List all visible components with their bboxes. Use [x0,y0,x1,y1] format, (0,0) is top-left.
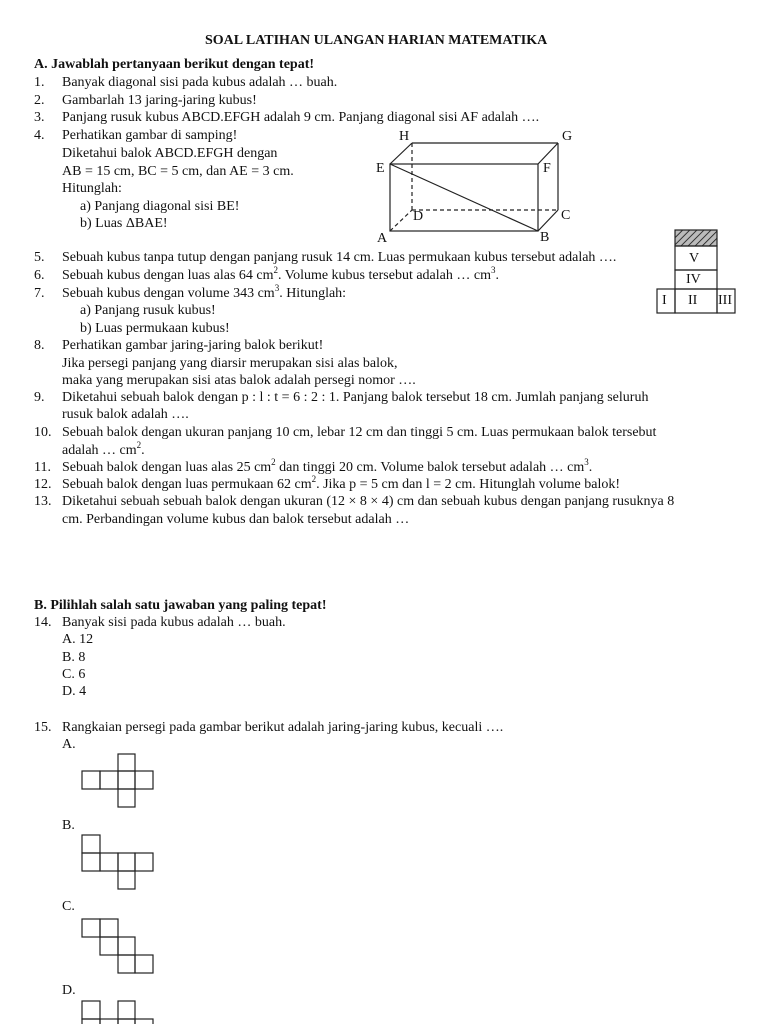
net-option-c [82,919,153,973]
section-a-heading: A. Jawablah pertanyaan berikut dengan tepat! [34,57,315,72]
question-number: 4. [34,128,45,143]
question-text: Banyak sisi pada kubus adalah … buah. [62,615,286,630]
question-text: maka yang merupakan sisi atas balok adalah persegi nomor …. [62,373,416,388]
question-text: Rangkaian persegi pada gambar berikut adalah jaring-jaring kubus, kecuali …. [62,720,504,735]
option-d: D. 4 [62,684,87,699]
question-number: 9. [34,390,45,405]
question-number: 13. [34,494,52,509]
question-text: Diketahui balok ABCD.EFGH dengan [62,146,278,161]
question-text: Perhatikan gambar di samping! [62,128,238,143]
question-number: 2. [34,93,45,108]
question-text: cm. Perbandingan volume kubus dan balok tersebut adalah … [62,512,410,527]
net-option-d [82,1001,153,1024]
option-c: C. [62,899,75,914]
question-number: 10. [34,425,52,440]
net-label-i: I [662,293,667,308]
sub-question-b: b) Luas permukaan kubus! [80,321,230,336]
question-text: Perhatikan gambar jaring-jaring balok berikut! [62,338,324,353]
net-option-b [82,835,153,889]
net-label-iii: III [718,293,732,308]
question-number: 14. [34,615,52,630]
question-text: adalah … $cm^2$. [62,440,145,458]
net-label-ii: II [688,293,698,308]
net-option-a [82,754,153,807]
vertex-label-h: H [399,129,410,144]
question-number: 7. [34,286,45,301]
vertex-label-e: E [376,161,385,176]
sub-question-a: a) Panjang rusuk kubus! [80,303,216,318]
question-text: Banyak diagonal sisi pada kubus adalah … buah. [62,75,338,90]
vertex-label-b: B [540,230,550,245]
option-a: A. 12 [62,632,94,647]
question-text: Sebuah kubus dengan volume 343 $cm^3$. Hitunglah: [62,283,347,301]
question-text: Sebuah balok dengan luas alas 25 $cm^2$ dan tinggi 20 cm. Volume balok tersebut adalah … $cm^3$. [62,457,593,475]
section-b-heading: B. Pilihlah salah satu jawaban yang paling tepat! [34,598,327,613]
question-text: rusuk balok adalah …. [62,407,189,422]
option-a: A. [62,737,76,752]
question-number: 5. [34,250,45,265]
question-number: 3. [34,110,45,125]
question-text: Jika persegi panjang yang diarsir merupakan sisi alas balok, [62,356,398,371]
question-text: Hitunglah: [62,181,122,196]
sub-question-b: b) Luas ΔBAE! [80,216,168,231]
option-b: B. 8 [62,650,86,665]
question-text: AB = 15 cm, BC = 5 cm, dan AE = 3 cm. [62,164,294,179]
option-b: B. [62,818,75,833]
vertex-label-f: F [543,161,551,176]
question-text: Gambarlah 13 jaring-jaring kubus! [62,93,257,108]
vertex-label-c: C [561,208,571,223]
question-number: 15. [34,720,52,735]
question-text: Sebuah kubus tanpa tutup dengan panjang rusuk 14 cm. Luas permukaan kubus tersebut adalah …. [62,250,617,265]
vertex-label-d: D [413,209,424,224]
question-text: Panjang rusuk kubus ABCD.EFGH adalah 9 cm. Panjang diagonal sisi AF adalah …. [62,110,540,125]
vertex-label-a: A [377,231,388,246]
question-text: Sebuah kubus dengan luas alas 64 $cm^2$. Volume kubus tersebut adalah … $cm^3$. [62,265,499,283]
option-d: D. [62,983,76,998]
question-number: 1. [34,75,45,90]
question-number: 12. [34,477,52,492]
sub-question-a: a) Panjang diagonal sisi BE! [80,199,240,214]
question-text: Diketahui sebuah sebuah balok dengan ukuran (12 × 8 × 4) cm dan sebuah kubus dengan panjang rusuknya 8 [62,494,675,509]
net-label-v: V [689,251,700,266]
net-label-iv: IV [686,272,701,287]
question-text: Sebuah balok dengan ukuran panjang 10 cm, lebar 12 cm dan tinggi 5 cm. Luas permukaan balok tersebut [62,425,657,440]
question-text: Diketahui sebuah balok dengan p : l : t = 6 : 2 : 1. Panjang balok tersebut 18 cm. Jumlah panjang seluruh [62,390,649,405]
question-number: 6. [34,268,45,283]
question-number: 11. [34,460,51,475]
option-c: C. 6 [62,667,86,682]
shaded-base-rect [675,230,717,246]
question-number: 8. [34,338,45,353]
vertex-label-g: G [562,129,573,144]
question-text: Sebuah balok dengan luas permukaan 62 $cm^2$. Jika p = 5 cm dan l = 2 cm. Hitunglah volume balok! [62,474,620,492]
page-title: SOAL LATIHAN ULANGAN HARIAN MATEMATIKA [205,33,548,48]
